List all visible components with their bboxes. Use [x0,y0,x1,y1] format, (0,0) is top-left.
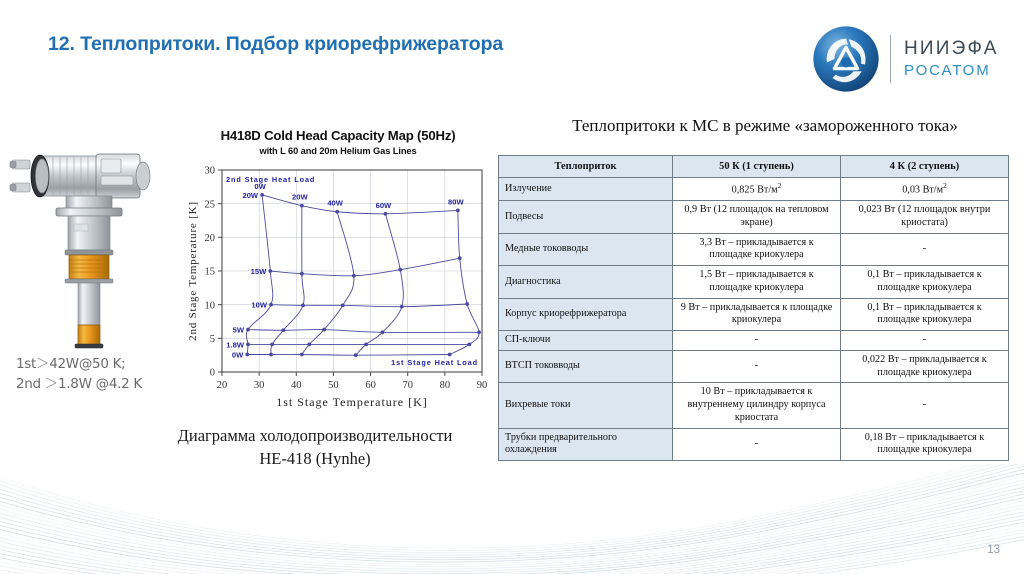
table-cell-label: Корпус криорефрижератора [499,298,673,331]
svg-text:80: 80 [439,380,451,392]
table-row [499,428,1009,461]
svg-text:20: 20 [216,380,228,392]
table-row [499,350,1009,383]
table-row [499,201,1009,234]
table-header-cell: 50 К (1 ступень) [673,156,841,178]
table-cell-label: ВТСП токовводы [499,350,673,383]
svg-text:25: 25 [204,199,215,211]
svg-text:1st Stage Heat Load: 1st Stage Heat Load [391,358,478,368]
logo-parent-name: РОСАТОМ [904,62,991,80]
table-cell-stage1: 9 Вт – прикладывается к площадке криокулера [673,298,841,331]
svg-text:60: 60 [365,380,376,392]
table-cell-stage2: 0,18 Вт – прикладывается к площадке криокулера [841,428,1009,461]
svg-text:30: 30 [204,165,215,177]
table-cell-stage2: - [841,233,1009,266]
svg-text:20W: 20W [242,191,259,201]
rosatom-logo [812,24,1012,94]
table-cell-stage2: 0,1 Вт – прикладывается к площадке криокулера [841,298,1009,331]
table-cell-stage1: 0,825 $Вт/м^2$ [673,178,841,201]
svg-text:15: 15 [204,266,215,278]
svg-text:70: 70 [402,380,413,392]
svg-text:20: 20 [204,233,215,245]
svg-text:1.8W: 1.8W [226,340,244,350]
table-cell-stage2: 0,022 Вт – прикладывается к площадке криокулера [841,350,1009,383]
table-cell-stage1: 3,3 Вт – прикладывается к площадке криокулера [673,233,841,266]
svg-text:5W: 5W [232,325,244,335]
table-cell-stage2: 0,1 Вт – прикладывается к площадке криокулера [841,266,1009,299]
svg-text:40W: 40W [327,198,343,208]
cryocooler-cold-head-illustration [8,138,173,353]
table-cell-stage1: - [673,350,841,383]
cold-head-spec-line1: 1st＞42W@50 K; [16,356,126,372]
table-cell-label: СП-ключи [499,331,673,351]
svg-text:30: 30 [253,380,265,392]
table-header-row [499,156,1009,178]
table-cell-stage1: - [673,331,841,351]
table-row [499,383,1009,428]
svg-text:0: 0 [209,367,215,379]
table-cell-label: Вихревые токи [499,383,673,428]
table-cell-stage2: 0,03 $Вт/м^2$ [841,178,1009,201]
table-heading: Теплопритоки к МС в режиме «замороженного тока» [572,116,958,135]
capacity-map-chart [182,128,494,428]
cold-head-photo [8,138,173,353]
svg-text:0W: 0W [231,350,244,360]
svg-text:5: 5 [209,334,215,346]
table-cell-stage1: 10 Вт – прикладывается к внутреннему цилиндру корпуса криостата [673,383,841,428]
chart-caption-line1: Диаграмма холодопроизводительности [177,426,453,445]
decorative-waves [0,464,1024,574]
svg-text:10: 10 [204,300,215,312]
svg-text:80W: 80W [448,197,464,207]
cold-head-spec [16,355,181,394]
table-cell-stage1: 1,5 Вт – прикладывается к площадке криокулера [673,266,841,299]
chart-plot-area [182,160,494,422]
table-header-cell: 4 К (2 ступень) [841,156,1009,178]
rosatom-emblem-icon [812,25,880,93]
table-row [499,266,1009,299]
page-title: 12. Теплопритоки. Подбор криорефрижератора [48,33,504,55]
svg-text:2nd Stage Heat Load: 2nd Stage Heat Load [226,175,316,185]
table-row [499,331,1009,351]
table-cell-stage2: 0,023 Вт (12 площадок внутри криостата) [841,201,1009,234]
svg-text:1st Stage Temperature [K]: 1st Stage Temperature [K] [276,395,428,410]
table-cell-stage1: - [673,428,841,461]
page-number: 13 [987,544,1000,556]
table-cell-stage1: 0,9 Вт (12 площадок на тепловом экране) [673,201,841,234]
heat-load-table [498,155,1009,461]
svg-text:60W: 60W [375,200,392,210]
table-header-cell: Теплоприток [499,156,673,178]
svg-text:90: 90 [476,380,488,392]
chart-subtitle: with L 60 and 20m Helium Gas Lines [259,146,417,157]
svg-text:0W: 0W [254,182,266,192]
chart-title: H418D Cold Head Capacity Map (50Hz) [220,128,456,143]
logo-company-name: НИИЭФА [904,38,999,60]
svg-text:10W: 10W [251,300,268,310]
chart-caption [150,424,480,471]
logo-divider [890,35,891,83]
svg-text:20W: 20W [292,192,308,202]
chart-caption-line2: HE-418 (Hynhe) [259,449,371,469]
table-row [499,178,1009,201]
table-cell-label: Излучение [499,178,673,201]
cold-head-spec-line2: 2nd ＞1.8W @4.2 K [16,375,142,392]
svg-text:40: 40 [291,380,302,392]
table-cell-stage2: - [841,383,1009,428]
table-cell-stage2: - [841,331,1009,351]
table-row [499,233,1009,266]
table-cell-label: Диагностика [499,266,673,299]
svg-text:2nd Stage Temperature [K]: 2nd Stage Temperature [K] [187,201,199,342]
svg-text:15W: 15W [250,267,267,277]
table-cell-label: Медные токовводы [499,233,673,266]
svg-text:50: 50 [328,380,339,392]
table-cell-label: Трубки предварительного охлаждения [499,428,673,461]
table-cell-label: Подвесы [499,201,673,234]
table-row [499,298,1009,331]
